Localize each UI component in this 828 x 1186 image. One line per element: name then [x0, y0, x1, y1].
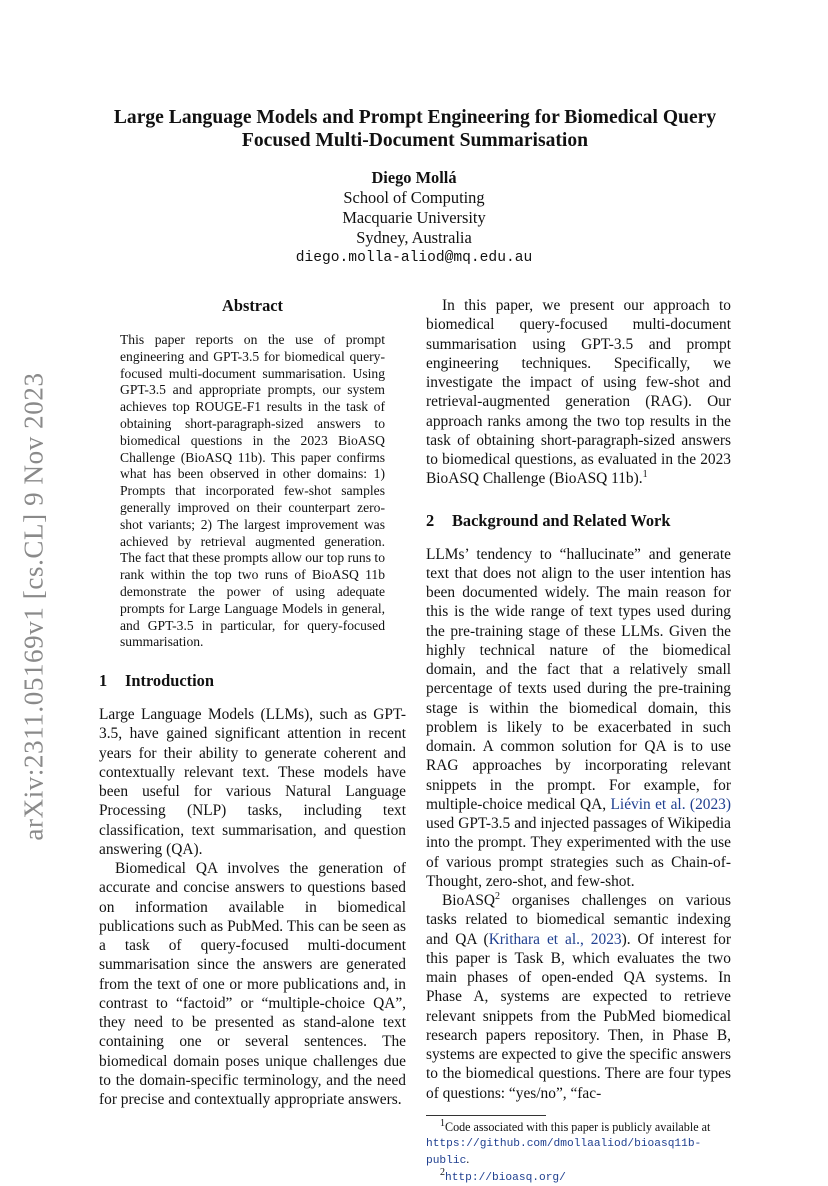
background-p2-text-a: organises challenges on various tasks related to biomedical semantic indexing and QA	[426, 892, 731, 948]
citation-lievin-link[interactable]: Liévin et al. (2023)	[610, 795, 731, 813]
section-heading-introduction	[99, 671, 406, 691]
author-email: diego.molla-aliod@mq.edu.au	[295, 250, 533, 266]
author-block	[0, 168, 828, 268]
section-number: 2	[426, 510, 435, 530]
author-location: Sydney, Australia	[356, 228, 472, 247]
background-paragraph-2: BioASQ$^2$ organises challenges on various tasks related to biomedical semantic indexing and QA (Krithara et al., 2023). Of interest for this paper is Task B, which evaluates the two main phases of open-ended QA systems. In Phase A, systems are expected to retrieve relevant snippets from the PubMed biomedical research papers repository. Then, in Phase B, systems are expected to give the specific answers to the biomedical questions. There are four types of questions: “yes/no”, “fac-	[426, 890, 731, 1102]
footnote-marker-1[interactable]: 1	[642, 469, 648, 481]
footnote-1-text: Code associated with this paper is publicly available at	[445, 1119, 711, 1134]
section-number: 1	[99, 671, 108, 691]
intro-paragraph-1: Large Language Models (LLMs), such as GPT-3.5, have gained significant attention in recent years for their ability to generate coherent and contextually relevant text. These models have been useful for various Natural Language Processing (NLP) tasks, including text classification, text summarisation, and question answering (QA).	[99, 706, 406, 858]
background-paragraph-1	[426, 545, 731, 892]
author-affiliation-1: School of Computing	[343, 188, 485, 207]
title-line-2: Focused Multi-Document Summarisation	[241, 130, 589, 151]
author-name: Diego Mollá	[371, 168, 457, 187]
paper-title	[60, 106, 770, 152]
title-line-1: Large Language Models and Prompt Engineering for Biomedical Query	[113, 107, 717, 128]
footnote-2-number: 2	[440, 1166, 445, 1178]
citation-lievin-year: 2023	[695, 795, 726, 813]
intro-paragraph-3-text: In this paper, we present our approach to biomedical query-focused multi-document summarisation using GPT-3.5 and prompt engineering techniques. Specifically, we investigate the impact of using few-shot and retrieval-augmented generation (RAG). Our approach ranks among the two top results in the task of obtaining short-paragraph-sized answers to biomedical questions, as evaluated in the 2023 BioASQ Challenge (BioASQ 11b).	[426, 297, 731, 488]
footnote-1-url-link[interactable]: https://github.com/dmollaaliod/bioasq11b-public	[426, 1137, 702, 1167]
citation-lievin-name: Liévin et al.	[610, 795, 686, 813]
footnote-1-number: 1	[440, 1117, 445, 1129]
abstract-heading: Abstract	[222, 296, 283, 315]
section-title: Introduction	[125, 671, 214, 691]
intro-paragraph-2: Biomedical QA involves the generation of accurate and concise answers to questions based on information available in biomedical publications such as PubMed. This can be seen as a task of query-focused multi-document summarisation since the answers are generated from the text of one or more publications and, in contrast to “factoid” or “multiple-choice QA”, they need to be presented as stand-alone text containing one or several sentences. The biomedical domain poses unique challenges due to the domain-specific terminology, and the need for precise and contextually appropriate answers.	[99, 860, 406, 1109]
bioasq-lead: BioASQ	[442, 892, 496, 909]
arxiv-identifier-stamp	[14, 368, 54, 844]
author-affiliation-2: Macquarie University	[342, 208, 486, 227]
background-p1-text-a: LLMs’ tendency to “hallucinate” and generate text that does not align to the user intention has been documented widely. The main reason for this is the wide range of text types used during the pre-training stage of these LLMs. Given the highly technical nature of the biomedical domain, and the fact that a relatively small percentage of texts used during the pre-training stage is within the biomedical domain, this problem is likely to be exacerbated in such domain. A common solution for QA is to use RAG approaches by incorporating relevant snippets in the prompt. For example, for multiple-choice medical QA,	[426, 545, 731, 813]
background-p2-text-b: Of interest for this paper is Task B, which evaluates the two main phases of open-ended QA systems. In Phase A, systems are expected to retrieve relevant snippets from the PubMed biomedical research papers repository. Then, in Phase B, systems are expected to give the specific answers to the biomedical questions. There are four types of questions: “yes/no”, “fac-	[426, 930, 731, 1102]
intro-paragraph-3	[426, 296, 731, 489]
footnote-marker-2[interactable]: 2	[495, 890, 501, 902]
background-p1-text-b: used GPT-3.5 and injected passages of Wikipedia into the prompt. They experimented with the use of various prompt strategies such as Chain-of-Thought, zero-shot, and few-shot.	[426, 815, 731, 890]
footnote-2-url-link[interactable]: http://bioasq.org/	[445, 1171, 566, 1184]
footnotes	[426, 1115, 731, 1186]
footnote-2	[426, 1166, 731, 1186]
footnote-1: $^1$Code associated with this paper is publicly available at https://github.com/dmollaaliod/bioasq11b-public.	[426, 1117, 711, 1167]
arxiv-id-text: arXiv:2311.05169v1 [cs.CL] 9 Nov 2023	[18, 371, 49, 841]
right-column	[426, 296, 731, 1186]
section-title: Background and Related Work	[452, 510, 671, 530]
citation-krithara-link[interactable]: Krithara et al., 2023	[488, 930, 622, 948]
section-heading-background	[426, 511, 731, 531]
footnote-divider	[426, 1115, 546, 1116]
abstract-text: This paper reports on the use of prompt engineering and GPT-3.5 for biomedical query-focused multi-document summarisation. Using GPT-3.5 and appropriate prompts, our system achieves top ROUGE-F1 results in the task of obtaining short-paragraph-sized answers to biomedical questions in the 2023 BioASQ Challenge (BioASQ 11b). This paper confirms what has been observed in other domains: 1) Prompts that incorporated few-shot samples generally improved on their counterpart zero-shot variants; 2) The largest improvement was achieved by retrieval augmented generation. The fact that these prompts allow our top runs to rank within the top two runs of BioASQ 11b demonstrate the power of using adequate prompts for Large Language Models in general, and GPT-3.5 in particular, for query-focused summarisation.	[120, 332, 385, 650]
left-column	[99, 296, 406, 1109]
